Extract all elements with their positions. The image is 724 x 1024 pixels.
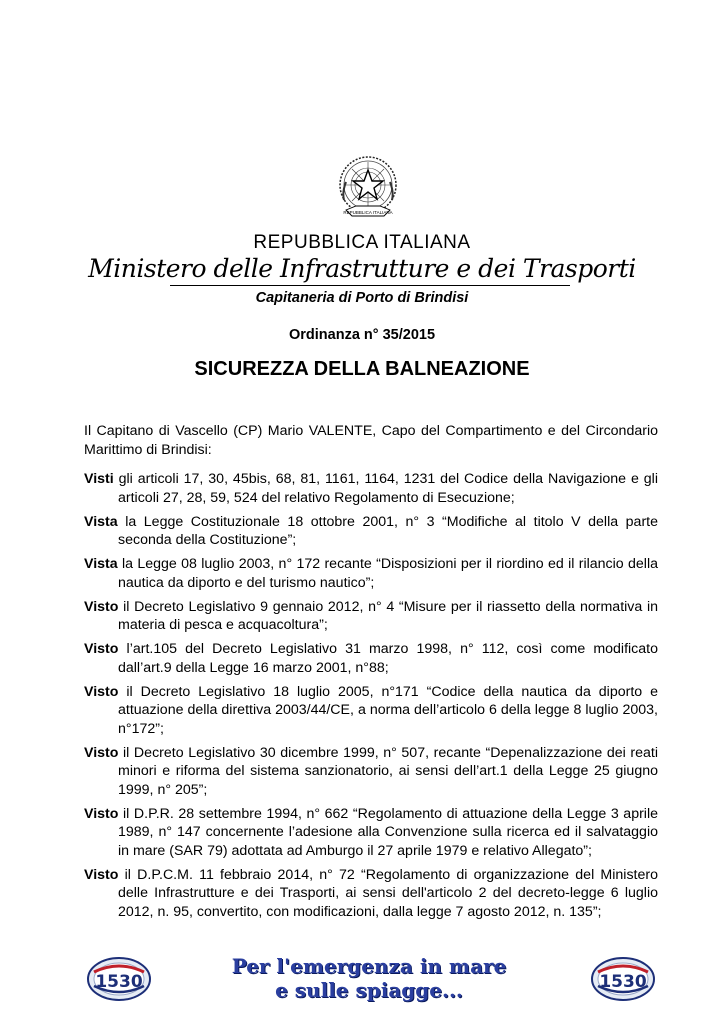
document-subject: SICUREZZA DELLA BALNEAZIONE (194, 358, 530, 380)
clause-text: il D.P.R. 28 settembre 1994, n° 662 “Regolamento di attuazione della Legge 3 aprile 1989, n° 147 concernente l’adesione alla Convenzione sulla ricerca ed il salvataggio in mare (SAR 79) adottata ad Amburgo il 27 aprile 1979 e relativo Allegato”; (118, 805, 658, 859)
clause-text: gli articoli 17, 30, 45bis, 68, 81, 1161, 1164, 1231 del Codice della Navigazione e gli articoli 27, 28, 59, 524 del relativo Regolamento di Esecuzione; (113, 471, 658, 506)
slogan-line-1: Per l'emergenza in mare (231, 954, 507, 978)
clause-text: il Decreto Legislativo 18 luglio 2005, n°171 “Codice della nautica da diporto e attuazione della direttiva 2003/44/CE, a norma dell’articolo 6 della legge 8 luglio 2003, n°172”; (118, 683, 658, 737)
coast-guard-1530-badge-icon (590, 956, 656, 1002)
republic-heading: REPUBBLICA ITALIANA (253, 232, 471, 253)
clause-keyword: Visto (84, 805, 119, 822)
badge-number: 1530 (599, 972, 647, 992)
clause-text: l’art.105 del Decreto Legislativo 31 marzo 1998, n° 112, così come modificato dall’art.9 della Legge 16 marzo 2001, n°88; (118, 641, 658, 676)
ordinance-number: Ordinanza n° 35/2015 (288, 327, 436, 343)
italian-republic-emblem-icon (332, 152, 404, 226)
clause-keyword: Visto (84, 744, 119, 761)
clause-text: la Legge 08 luglio 2003, n° 172 recante “Disposizioni per il riordino ed il rilancio della nautica da diporto e del turismo nautico”; (117, 556, 658, 591)
clause-text: la Legge Costituzionale 18 ottobre 2001, n° 3 “Modifiche al titolo V della parte seconda della Costituzione”; (117, 513, 658, 548)
clause-keyword: Visto (84, 641, 119, 657)
clause-5 (84, 640, 658, 677)
intro-paragraph: Il Capitano di Vascello (CP) Mario VALENTE, Capo del Compartimento e del Circondario Marittimo di Brindisi: (84, 423, 658, 458)
clause-6 (84, 683, 658, 739)
clause-9 (84, 866, 658, 922)
clause-2 (84, 513, 658, 550)
coast-guard-1530-badge-icon (86, 956, 152, 1002)
header-divider (170, 285, 570, 286)
clause-keyword: Vista (84, 513, 118, 530)
clause-text: il D.P.C.M. 11 febbraio 2014, n° 72 “Regolamento di organizzazione del Ministero delle Infrastrutture e dei Trasporti, ai sensi dell'articolo 2 del decreto-legge 6 luglio 2012, n. 95, convertito, con modificazioni, dalla legge 7 agosto 2012, n. 135”; (118, 866, 658, 920)
badge-number: 1530 (95, 972, 143, 992)
clause-keyword: Visto (84, 683, 119, 700)
preamble-clauses (84, 470, 658, 927)
clause-keyword: Visto (84, 598, 119, 615)
clause-keyword: Visti (84, 471, 114, 487)
clause-8 (84, 805, 658, 861)
clause-3 (84, 555, 658, 592)
clause-7 (84, 744, 658, 800)
clause-keyword: Vista (84, 556, 118, 572)
emblem-ribbon-text: REPUBBLICA ITALIANA (343, 210, 393, 215)
clause-4 (84, 598, 658, 635)
authority-subtitle: Capitaneria di Porto di Brindisi (255, 290, 469, 306)
footer-banner (0, 950, 724, 1010)
clause-text: il Decreto Legislativo 9 gennaio 2012, n° 4 “Misure per il riassetto della normativa in materia di pesca e acquacoltura”; (118, 598, 658, 633)
ministry-heading: Ministero delle Infrastrutture e dei Trasporti (88, 254, 636, 283)
slogan-line-2: e sulle spiagge... (275, 978, 463, 1002)
clause-keyword: Visto (84, 866, 119, 883)
clause-text: il Decreto Legislativo 30 dicembre 1999, n° 507, recante “Depenalizzazione dei reati minori e riforma del sistema sanzionatorio, ai sensi dell’art.1 della Legge 25 giugno 1999, n° 205”; (118, 744, 658, 798)
emergency-slogan (178, 954, 560, 1002)
clause-1 (84, 470, 658, 507)
